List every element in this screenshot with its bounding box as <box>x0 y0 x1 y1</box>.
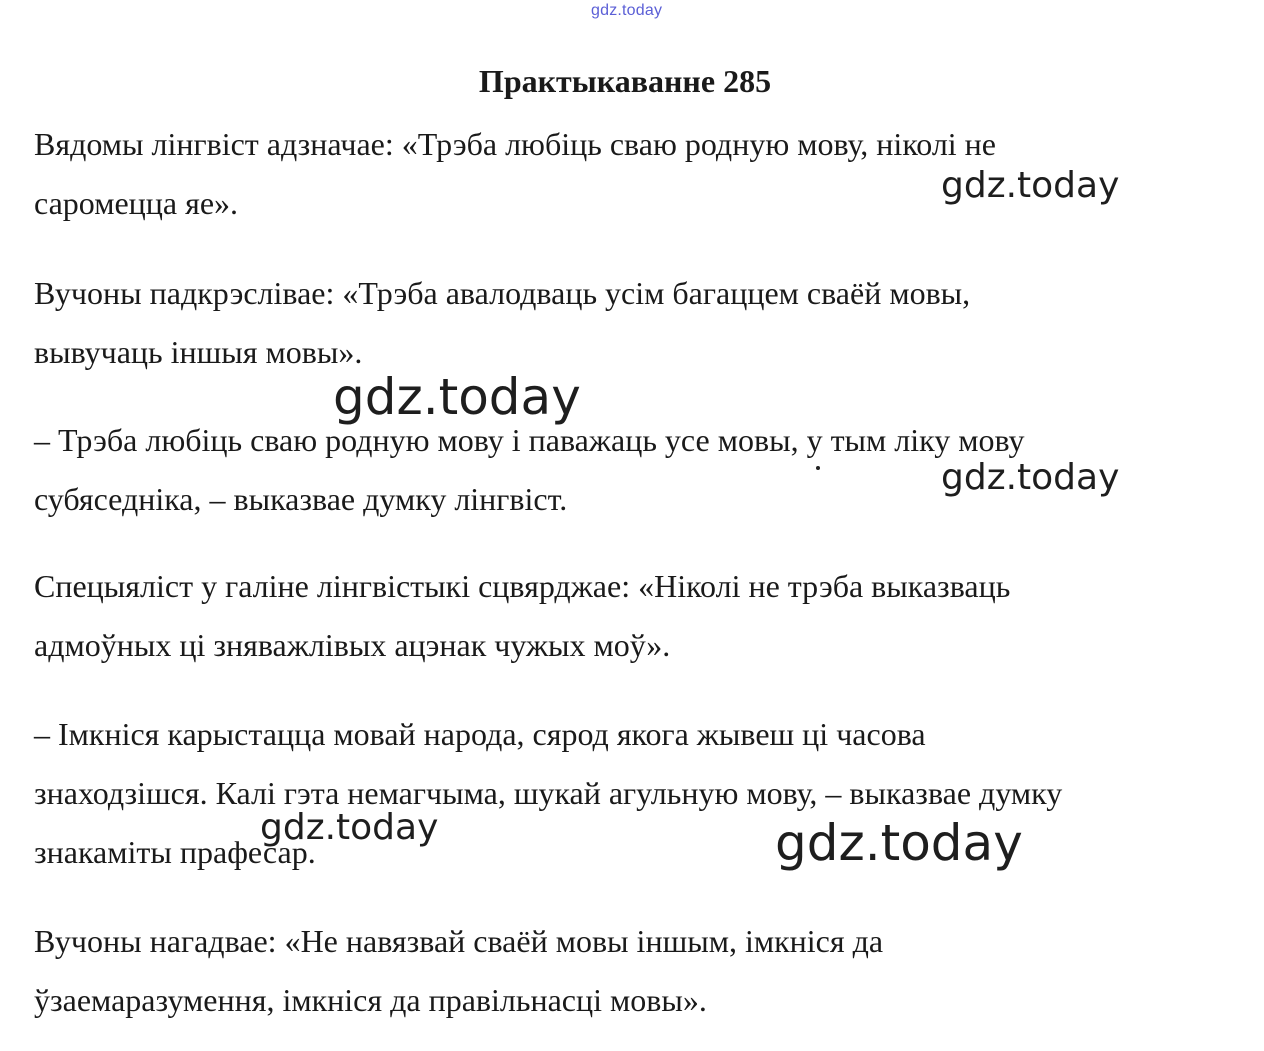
paragraph-2 <box>34 264 1244 382</box>
text-line: ўзаемаразумення, імкніся да правільнасці мовы». <box>34 982 707 1018</box>
text-line: субяседніка, – выказвае думку лінгвіст. <box>34 481 568 517</box>
text-line: – Імкніся карыстацца мовай народа, сярод якога жывеш ці часова <box>34 716 926 752</box>
text-line: Вучоны нагадвае: «Не навязвай сваёй мовы іншым, імкніся да <box>34 923 884 959</box>
watermark: gdz.today <box>941 457 1120 498</box>
site-watermark-top: gdz.today <box>591 2 663 19</box>
text-line: адмоўных ці зняважлівых ацэнак чужых моў». <box>34 627 671 663</box>
paragraph-4 <box>34 557 1244 675</box>
watermark: gdz.today <box>941 165 1120 206</box>
watermark: gdz.today <box>260 807 439 848</box>
text-line: Вядомы лінгвіст адзначае: «Трэба любіць сваю родную мову, ніколі не <box>34 126 996 162</box>
text-line: саромецца яе». <box>34 185 239 221</box>
paragraph-5 <box>34 705 1244 882</box>
text-line: – Трэба любіць сваю родную мову і паважаць усе мовы, у тым ліку мову <box>34 422 1025 458</box>
text-line: Спецыяліст у галіне лінгвістыкі сцвярджае: «Ніколі не трэба выказваць <box>34 568 1011 604</box>
page-title: Практыкаванне 285 <box>478 63 772 100</box>
text-line: знакаміты прафесар. <box>34 834 316 870</box>
paragraph-6 <box>34 912 1244 1030</box>
text-line: Вучоны падкрэслівае: «Трэба авалодваць усім багаццем сваёй мовы, <box>34 275 971 311</box>
text-line: знаходзішся. Калі гэта немагчыма, шукай агульную мову, – выказвае думку <box>34 775 1063 811</box>
text-line: вывучаць іншыя мовы». <box>34 334 363 370</box>
watermark: gdz.today <box>333 368 581 426</box>
watermark: gdz.today <box>775 814 1023 872</box>
ink-dot <box>816 466 820 470</box>
